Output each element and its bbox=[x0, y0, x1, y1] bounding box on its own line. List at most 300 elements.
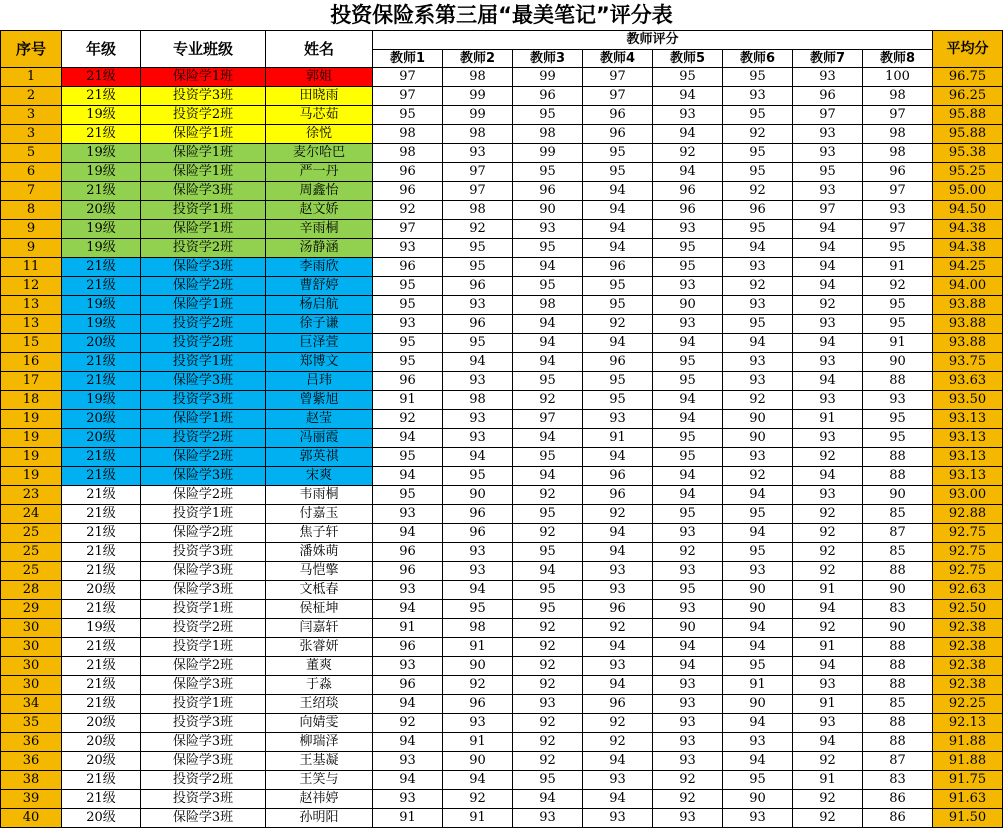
cell-score-teacher-2[interactable]: 98 bbox=[443, 619, 513, 638]
cell-score-teacher-6[interactable]: 95 bbox=[723, 543, 793, 562]
cell-seq[interactable]: 2 bbox=[1, 87, 62, 106]
cell-seq[interactable]: 19 bbox=[1, 410, 62, 429]
cell-score-teacher-1[interactable]: 97 bbox=[373, 220, 443, 239]
cell-grade[interactable]: 21级 bbox=[62, 182, 141, 201]
cell-name[interactable]: 曹舒婷 bbox=[266, 277, 373, 296]
cell-grade[interactable]: 21级 bbox=[62, 676, 141, 695]
cell-class[interactable]: 投资学2班 bbox=[141, 239, 266, 258]
cell-score-teacher-4[interactable]: 95 bbox=[583, 163, 653, 182]
cell-name[interactable]: 于淼 bbox=[266, 676, 373, 695]
cell-score-teacher-3[interactable]: 92 bbox=[513, 752, 583, 771]
cell-avg[interactable]: 92.75 bbox=[933, 543, 1003, 562]
cell-score-teacher-4[interactable]: 96 bbox=[583, 125, 653, 144]
cell-score-teacher-7[interactable]: 94 bbox=[793, 277, 863, 296]
cell-class[interactable]: 保险学1班 bbox=[141, 410, 266, 429]
cell-score-teacher-1[interactable]: 94 bbox=[373, 600, 443, 619]
cell-score-teacher-7[interactable]: 94 bbox=[793, 220, 863, 239]
cell-score-teacher-8[interactable]: 88 bbox=[863, 448, 933, 467]
cell-score-teacher-8[interactable]: 88 bbox=[863, 714, 933, 733]
header-avg[interactable]: 平均分 bbox=[933, 31, 1003, 68]
cell-grade[interactable]: 21级 bbox=[62, 486, 141, 505]
cell-score-teacher-2[interactable]: 94 bbox=[443, 771, 513, 790]
cell-grade[interactable]: 19级 bbox=[62, 106, 141, 125]
cell-score-teacher-2[interactable]: 90 bbox=[443, 657, 513, 676]
cell-avg[interactable]: 92.63 bbox=[933, 581, 1003, 600]
cell-score-teacher-1[interactable]: 92 bbox=[373, 410, 443, 429]
cell-score-teacher-2[interactable]: 96 bbox=[443, 315, 513, 334]
cell-score-teacher-2[interactable]: 97 bbox=[443, 182, 513, 201]
cell-score-teacher-6[interactable]: 93 bbox=[723, 296, 793, 315]
cell-score-teacher-7[interactable]: 94 bbox=[793, 733, 863, 752]
cell-score-teacher-6[interactable]: 92 bbox=[723, 125, 793, 144]
cell-grade[interactable]: 21级 bbox=[62, 657, 141, 676]
cell-score-teacher-3[interactable]: 92 bbox=[513, 657, 583, 676]
cell-score-teacher-7[interactable]: 92 bbox=[793, 809, 863, 828]
cell-score-teacher-3[interactable]: 92 bbox=[513, 391, 583, 410]
cell-score-teacher-8[interactable]: 95 bbox=[863, 429, 933, 448]
cell-score-teacher-2[interactable]: 95 bbox=[443, 467, 513, 486]
cell-score-teacher-4[interactable]: 95 bbox=[583, 144, 653, 163]
cell-score-teacher-1[interactable]: 95 bbox=[373, 296, 443, 315]
cell-score-teacher-3[interactable]: 94 bbox=[513, 467, 583, 486]
cell-score-teacher-6[interactable]: 90 bbox=[723, 581, 793, 600]
cell-score-teacher-6[interactable]: 93 bbox=[723, 87, 793, 106]
cell-score-teacher-2[interactable]: 90 bbox=[443, 752, 513, 771]
cell-score-teacher-8[interactable]: 90 bbox=[863, 353, 933, 372]
cell-score-teacher-2[interactable]: 92 bbox=[443, 220, 513, 239]
cell-score-teacher-5[interactable]: 94 bbox=[653, 657, 723, 676]
cell-score-teacher-1[interactable]: 94 bbox=[373, 467, 443, 486]
cell-name[interactable]: 郭英祺 bbox=[266, 448, 373, 467]
cell-score-teacher-8[interactable]: 98 bbox=[863, 144, 933, 163]
cell-score-teacher-5[interactable]: 93 bbox=[653, 733, 723, 752]
cell-score-teacher-6[interactable]: 94 bbox=[723, 638, 793, 657]
cell-name[interactable]: 马芯茹 bbox=[266, 106, 373, 125]
cell-score-teacher-8[interactable]: 83 bbox=[863, 600, 933, 619]
cell-score-teacher-4[interactable]: 92 bbox=[583, 315, 653, 334]
cell-grade[interactable]: 20级 bbox=[62, 733, 141, 752]
cell-score-teacher-1[interactable]: 91 bbox=[373, 619, 443, 638]
cell-avg[interactable]: 92.25 bbox=[933, 695, 1003, 714]
cell-score-teacher-3[interactable]: 95 bbox=[513, 581, 583, 600]
cell-class[interactable]: 保险学2班 bbox=[141, 277, 266, 296]
cell-score-teacher-5[interactable]: 95 bbox=[653, 68, 723, 87]
cell-score-teacher-2[interactable]: 96 bbox=[443, 277, 513, 296]
cell-score-teacher-1[interactable]: 92 bbox=[373, 714, 443, 733]
cell-name[interactable]: 严一丹 bbox=[266, 163, 373, 182]
cell-score-teacher-8[interactable]: 86 bbox=[863, 809, 933, 828]
cell-grade[interactable]: 21级 bbox=[62, 543, 141, 562]
cell-grade[interactable]: 19级 bbox=[62, 296, 141, 315]
cell-score-teacher-1[interactable]: 96 bbox=[373, 182, 443, 201]
cell-score-teacher-1[interactable]: 94 bbox=[373, 733, 443, 752]
cell-score-teacher-3[interactable]: 95 bbox=[513, 372, 583, 391]
cell-score-teacher-4[interactable]: 96 bbox=[583, 695, 653, 714]
cell-score-teacher-2[interactable]: 98 bbox=[443, 68, 513, 87]
cell-avg[interactable]: 92.38 bbox=[933, 657, 1003, 676]
cell-avg[interactable]: 92.38 bbox=[933, 638, 1003, 657]
cell-score-teacher-1[interactable]: 97 bbox=[373, 68, 443, 87]
cell-score-teacher-8[interactable]: 97 bbox=[863, 182, 933, 201]
cell-score-teacher-6[interactable]: 94 bbox=[723, 239, 793, 258]
cell-score-teacher-7[interactable]: 93 bbox=[793, 144, 863, 163]
cell-score-teacher-8[interactable]: 85 bbox=[863, 543, 933, 562]
cell-class[interactable]: 保险学2班 bbox=[141, 486, 266, 505]
cell-score-teacher-4[interactable]: 93 bbox=[583, 562, 653, 581]
cell-class[interactable]: 投资学1班 bbox=[141, 638, 266, 657]
cell-score-teacher-4[interactable]: 93 bbox=[583, 581, 653, 600]
cell-score-teacher-5[interactable]: 94 bbox=[653, 467, 723, 486]
cell-avg[interactable]: 96.75 bbox=[933, 68, 1003, 87]
cell-score-teacher-5[interactable]: 90 bbox=[653, 619, 723, 638]
cell-class[interactable]: 保险学3班 bbox=[141, 752, 266, 771]
cell-class[interactable]: 保险学3班 bbox=[141, 562, 266, 581]
cell-score-teacher-6[interactable]: 94 bbox=[723, 334, 793, 353]
cell-name[interactable]: 张睿妍 bbox=[266, 638, 373, 657]
cell-score-teacher-4[interactable]: 92 bbox=[583, 733, 653, 752]
cell-score-teacher-4[interactable]: 97 bbox=[583, 87, 653, 106]
cell-grade[interactable]: 21级 bbox=[62, 258, 141, 277]
cell-seq[interactable]: 16 bbox=[1, 353, 62, 372]
cell-score-teacher-3[interactable]: 94 bbox=[513, 790, 583, 809]
cell-seq[interactable]: 9 bbox=[1, 220, 62, 239]
cell-score-teacher-5[interactable]: 95 bbox=[653, 581, 723, 600]
cell-name[interactable]: 周鑫怡 bbox=[266, 182, 373, 201]
cell-avg[interactable]: 91.50 bbox=[933, 809, 1003, 828]
cell-seq[interactable]: 24 bbox=[1, 505, 62, 524]
cell-score-teacher-6[interactable]: 92 bbox=[723, 277, 793, 296]
cell-score-teacher-1[interactable]: 93 bbox=[373, 315, 443, 334]
cell-score-teacher-3[interactable]: 95 bbox=[513, 600, 583, 619]
cell-seq[interactable]: 3 bbox=[1, 106, 62, 125]
cell-seq[interactable]: 15 bbox=[1, 334, 62, 353]
cell-score-teacher-4[interactable]: 94 bbox=[583, 790, 653, 809]
cell-score-teacher-3[interactable]: 96 bbox=[513, 182, 583, 201]
cell-grade[interactable]: 21级 bbox=[62, 524, 141, 543]
cell-score-teacher-4[interactable]: 96 bbox=[583, 467, 653, 486]
cell-score-teacher-7[interactable]: 93 bbox=[793, 182, 863, 201]
cell-score-teacher-4[interactable]: 93 bbox=[583, 657, 653, 676]
cell-score-teacher-7[interactable]: 94 bbox=[793, 600, 863, 619]
cell-class[interactable]: 投资学1班 bbox=[141, 695, 266, 714]
cell-seq[interactable]: 34 bbox=[1, 695, 62, 714]
cell-name[interactable]: 郭姐 bbox=[266, 68, 373, 87]
cell-seq[interactable]: 13 bbox=[1, 315, 62, 334]
cell-score-teacher-2[interactable]: 93 bbox=[443, 296, 513, 315]
cell-score-teacher-3[interactable]: 95 bbox=[513, 277, 583, 296]
cell-grade[interactable]: 21级 bbox=[62, 638, 141, 657]
cell-score-teacher-7[interactable]: 94 bbox=[793, 467, 863, 486]
cell-score-teacher-7[interactable]: 92 bbox=[793, 752, 863, 771]
cell-score-teacher-5[interactable]: 93 bbox=[653, 315, 723, 334]
cell-score-teacher-3[interactable]: 97 bbox=[513, 410, 583, 429]
cell-avg[interactable]: 92.75 bbox=[933, 562, 1003, 581]
cell-avg[interactable]: 93.13 bbox=[933, 467, 1003, 486]
cell-score-teacher-6[interactable]: 90 bbox=[723, 429, 793, 448]
cell-score-teacher-3[interactable]: 93 bbox=[513, 809, 583, 828]
cell-score-teacher-1[interactable]: 95 bbox=[373, 486, 443, 505]
cell-score-teacher-3[interactable]: 94 bbox=[513, 315, 583, 334]
cell-score-teacher-2[interactable]: 95 bbox=[443, 258, 513, 277]
cell-class[interactable]: 投资学1班 bbox=[141, 201, 266, 220]
cell-score-teacher-7[interactable]: 96 bbox=[793, 87, 863, 106]
cell-score-teacher-5[interactable]: 93 bbox=[653, 809, 723, 828]
cell-seq[interactable]: 29 bbox=[1, 600, 62, 619]
cell-grade[interactable]: 21级 bbox=[62, 562, 141, 581]
cell-score-teacher-1[interactable]: 94 bbox=[373, 429, 443, 448]
cell-score-teacher-7[interactable]: 93 bbox=[793, 676, 863, 695]
cell-grade[interactable]: 21级 bbox=[62, 277, 141, 296]
cell-seq[interactable]: 25 bbox=[1, 524, 62, 543]
cell-score-teacher-3[interactable]: 99 bbox=[513, 68, 583, 87]
cell-score-teacher-5[interactable]: 93 bbox=[653, 714, 723, 733]
cell-score-teacher-1[interactable]: 96 bbox=[373, 562, 443, 581]
cell-score-teacher-4[interactable]: 94 bbox=[583, 334, 653, 353]
cell-score-teacher-3[interactable]: 93 bbox=[513, 220, 583, 239]
cell-score-teacher-8[interactable]: 88 bbox=[863, 676, 933, 695]
cell-class[interactable]: 投资学2班 bbox=[141, 771, 266, 790]
cell-score-teacher-2[interactable]: 99 bbox=[443, 106, 513, 125]
cell-seq[interactable]: 18 bbox=[1, 391, 62, 410]
cell-score-teacher-5[interactable]: 93 bbox=[653, 695, 723, 714]
header-teacher-1[interactable]: 教师1 bbox=[373, 49, 443, 68]
cell-score-teacher-1[interactable]: 96 bbox=[373, 543, 443, 562]
cell-score-teacher-3[interactable]: 95 bbox=[513, 448, 583, 467]
cell-score-teacher-7[interactable]: 97 bbox=[793, 201, 863, 220]
cell-grade[interactable]: 20级 bbox=[62, 714, 141, 733]
cell-class[interactable]: 保险学1班 bbox=[141, 125, 266, 144]
cell-score-teacher-4[interactable]: 94 bbox=[583, 220, 653, 239]
cell-seq[interactable]: 19 bbox=[1, 429, 62, 448]
cell-score-teacher-6[interactable]: 96 bbox=[723, 201, 793, 220]
cell-name[interactable]: 吕玮 bbox=[266, 372, 373, 391]
cell-score-teacher-4[interactable]: 96 bbox=[583, 353, 653, 372]
cell-score-teacher-7[interactable]: 93 bbox=[793, 125, 863, 144]
cell-score-teacher-7[interactable]: 94 bbox=[793, 372, 863, 391]
header-grade[interactable]: 年级 bbox=[62, 31, 141, 68]
cell-score-teacher-4[interactable]: 94 bbox=[583, 638, 653, 657]
cell-score-teacher-6[interactable]: 94 bbox=[723, 486, 793, 505]
cell-seq[interactable]: 30 bbox=[1, 619, 62, 638]
cell-seq[interactable]: 36 bbox=[1, 752, 62, 771]
cell-score-teacher-5[interactable]: 94 bbox=[653, 334, 723, 353]
cell-score-teacher-6[interactable]: 94 bbox=[723, 619, 793, 638]
cell-score-teacher-3[interactable]: 94 bbox=[513, 562, 583, 581]
cell-score-teacher-7[interactable]: 93 bbox=[793, 68, 863, 87]
cell-score-teacher-8[interactable]: 100 bbox=[863, 68, 933, 87]
cell-score-teacher-7[interactable]: 92 bbox=[793, 448, 863, 467]
cell-score-teacher-8[interactable]: 96 bbox=[863, 163, 933, 182]
cell-name[interactable]: 冯丽霞 bbox=[266, 429, 373, 448]
cell-score-teacher-2[interactable]: 93 bbox=[443, 372, 513, 391]
cell-score-teacher-5[interactable]: 96 bbox=[653, 201, 723, 220]
cell-score-teacher-5[interactable]: 95 bbox=[653, 372, 723, 391]
cell-score-teacher-2[interactable]: 93 bbox=[443, 562, 513, 581]
cell-score-teacher-4[interactable]: 93 bbox=[583, 771, 653, 790]
cell-score-teacher-1[interactable]: 96 bbox=[373, 258, 443, 277]
cell-score-teacher-7[interactable]: 92 bbox=[793, 543, 863, 562]
cell-score-teacher-5[interactable]: 94 bbox=[653, 87, 723, 106]
cell-grade[interactable]: 19级 bbox=[62, 391, 141, 410]
cell-grade[interactable]: 19级 bbox=[62, 315, 141, 334]
cell-avg[interactable]: 92.38 bbox=[933, 619, 1003, 638]
cell-avg[interactable]: 96.25 bbox=[933, 87, 1003, 106]
cell-score-teacher-3[interactable]: 95 bbox=[513, 771, 583, 790]
cell-avg[interactable]: 94.38 bbox=[933, 220, 1003, 239]
cell-score-teacher-3[interactable]: 94 bbox=[513, 258, 583, 277]
cell-class[interactable]: 保险学1班 bbox=[141, 144, 266, 163]
cell-score-teacher-2[interactable]: 97 bbox=[443, 163, 513, 182]
cell-score-teacher-3[interactable]: 99 bbox=[513, 144, 583, 163]
cell-score-teacher-1[interactable]: 95 bbox=[373, 277, 443, 296]
cell-seq[interactable]: 38 bbox=[1, 771, 62, 790]
cell-score-teacher-2[interactable]: 94 bbox=[443, 448, 513, 467]
cell-score-teacher-8[interactable]: 85 bbox=[863, 505, 933, 524]
cell-score-teacher-4[interactable]: 94 bbox=[583, 676, 653, 695]
cell-score-teacher-3[interactable]: 93 bbox=[513, 695, 583, 714]
cell-name[interactable]: 徐子谦 bbox=[266, 315, 373, 334]
cell-name[interactable]: 韦雨桐 bbox=[266, 486, 373, 505]
cell-score-teacher-2[interactable]: 94 bbox=[443, 581, 513, 600]
cell-score-teacher-5[interactable]: 93 bbox=[653, 220, 723, 239]
cell-score-teacher-1[interactable]: 96 bbox=[373, 163, 443, 182]
cell-score-teacher-5[interactable]: 93 bbox=[653, 676, 723, 695]
cell-name[interactable]: 柳瑞泽 bbox=[266, 733, 373, 752]
cell-score-teacher-1[interactable]: 93 bbox=[373, 790, 443, 809]
cell-score-teacher-2[interactable]: 98 bbox=[443, 201, 513, 220]
cell-score-teacher-6[interactable]: 94 bbox=[723, 752, 793, 771]
cell-class[interactable]: 保险学1班 bbox=[141, 163, 266, 182]
cell-class[interactable]: 保险学3班 bbox=[141, 258, 266, 277]
cell-grade[interactable]: 19级 bbox=[62, 619, 141, 638]
cell-avg[interactable]: 95.88 bbox=[933, 106, 1003, 125]
cell-score-teacher-6[interactable]: 95 bbox=[723, 505, 793, 524]
cell-score-teacher-7[interactable]: 91 bbox=[793, 695, 863, 714]
cell-score-teacher-6[interactable]: 95 bbox=[723, 315, 793, 334]
cell-score-teacher-3[interactable]: 95 bbox=[513, 543, 583, 562]
cell-score-teacher-6[interactable]: 92 bbox=[723, 182, 793, 201]
cell-name[interactable]: 徐悦 bbox=[266, 125, 373, 144]
cell-score-teacher-5[interactable]: 95 bbox=[653, 429, 723, 448]
cell-score-teacher-1[interactable]: 92 bbox=[373, 201, 443, 220]
cell-score-teacher-7[interactable]: 91 bbox=[793, 638, 863, 657]
cell-name[interactable]: 麦尔哈巴 bbox=[266, 144, 373, 163]
cell-score-teacher-2[interactable]: 96 bbox=[443, 524, 513, 543]
cell-score-teacher-5[interactable]: 94 bbox=[653, 410, 723, 429]
cell-score-teacher-7[interactable]: 94 bbox=[793, 334, 863, 353]
cell-score-teacher-3[interactable]: 98 bbox=[513, 296, 583, 315]
cell-name[interactable]: 曾紫旭 bbox=[266, 391, 373, 410]
cell-score-teacher-2[interactable]: 98 bbox=[443, 125, 513, 144]
cell-avg[interactable]: 93.13 bbox=[933, 448, 1003, 467]
cell-score-teacher-4[interactable]: 95 bbox=[583, 296, 653, 315]
cell-score-teacher-1[interactable]: 98 bbox=[373, 125, 443, 144]
cell-score-teacher-8[interactable]: 83 bbox=[863, 771, 933, 790]
cell-score-teacher-4[interactable]: 94 bbox=[583, 239, 653, 258]
cell-avg[interactable]: 95.25 bbox=[933, 163, 1003, 182]
cell-seq[interactable]: 19 bbox=[1, 467, 62, 486]
cell-avg[interactable]: 95.88 bbox=[933, 125, 1003, 144]
cell-score-teacher-5[interactable]: 95 bbox=[653, 239, 723, 258]
cell-class[interactable]: 保险学1班 bbox=[141, 220, 266, 239]
cell-grade[interactable]: 21级 bbox=[62, 353, 141, 372]
cell-score-teacher-2[interactable]: 93 bbox=[443, 714, 513, 733]
cell-seq[interactable]: 17 bbox=[1, 372, 62, 391]
cell-avg[interactable]: 94.25 bbox=[933, 258, 1003, 277]
cell-score-teacher-3[interactable]: 95 bbox=[513, 505, 583, 524]
cell-score-teacher-6[interactable]: 90 bbox=[723, 695, 793, 714]
cell-avg[interactable]: 94.50 bbox=[933, 201, 1003, 220]
cell-score-teacher-2[interactable]: 91 bbox=[443, 809, 513, 828]
cell-score-teacher-6[interactable]: 95 bbox=[723, 106, 793, 125]
cell-score-teacher-3[interactable]: 92 bbox=[513, 638, 583, 657]
cell-score-teacher-8[interactable]: 90 bbox=[863, 619, 933, 638]
cell-score-teacher-7[interactable]: 93 bbox=[793, 714, 863, 733]
cell-seq[interactable]: 11 bbox=[1, 258, 62, 277]
cell-avg[interactable]: 95.00 bbox=[933, 182, 1003, 201]
cell-score-teacher-2[interactable]: 92 bbox=[443, 676, 513, 695]
cell-class[interactable]: 投资学2班 bbox=[141, 315, 266, 334]
cell-class[interactable]: 投资学1班 bbox=[141, 353, 266, 372]
cell-score-teacher-8[interactable]: 87 bbox=[863, 752, 933, 771]
cell-score-teacher-4[interactable]: 94 bbox=[583, 201, 653, 220]
cell-name[interactable]: 焦子轩 bbox=[266, 524, 373, 543]
cell-score-teacher-1[interactable]: 95 bbox=[373, 334, 443, 353]
cell-score-teacher-1[interactable]: 93 bbox=[373, 239, 443, 258]
cell-score-teacher-2[interactable]: 96 bbox=[443, 695, 513, 714]
cell-class[interactable]: 保险学1班 bbox=[141, 68, 266, 87]
cell-score-teacher-2[interactable]: 93 bbox=[443, 543, 513, 562]
cell-class[interactable]: 投资学2班 bbox=[141, 334, 266, 353]
cell-name[interactable]: 宋爽 bbox=[266, 467, 373, 486]
cell-score-teacher-3[interactable]: 94 bbox=[513, 429, 583, 448]
cell-score-teacher-6[interactable]: 93 bbox=[723, 562, 793, 581]
cell-avg[interactable]: 92.75 bbox=[933, 524, 1003, 543]
cell-score-teacher-5[interactable]: 93 bbox=[653, 524, 723, 543]
cell-score-teacher-4[interactable]: 94 bbox=[583, 182, 653, 201]
cell-class[interactable]: 保险学2班 bbox=[141, 448, 266, 467]
cell-score-teacher-6[interactable]: 95 bbox=[723, 657, 793, 676]
cell-class[interactable]: 保险学3班 bbox=[141, 372, 266, 391]
cell-score-teacher-2[interactable]: 93 bbox=[443, 144, 513, 163]
cell-score-teacher-7[interactable]: 94 bbox=[793, 657, 863, 676]
cell-avg[interactable]: 91.63 bbox=[933, 790, 1003, 809]
cell-score-teacher-4[interactable]: 96 bbox=[583, 600, 653, 619]
cell-score-teacher-8[interactable]: 88 bbox=[863, 562, 933, 581]
header-teacher-2[interactable]: 教师2 bbox=[443, 49, 513, 68]
cell-score-teacher-3[interactable]: 92 bbox=[513, 524, 583, 543]
cell-score-teacher-6[interactable]: 92 bbox=[723, 467, 793, 486]
cell-class[interactable]: 投资学3班 bbox=[141, 543, 266, 562]
cell-score-teacher-4[interactable]: 94 bbox=[583, 524, 653, 543]
cell-score-teacher-5[interactable]: 94 bbox=[653, 125, 723, 144]
cell-score-teacher-3[interactable]: 94 bbox=[513, 334, 583, 353]
cell-score-teacher-5[interactable]: 95 bbox=[653, 353, 723, 372]
cell-name[interactable]: 董爽 bbox=[266, 657, 373, 676]
header-teacher-4[interactable]: 教师4 bbox=[583, 49, 653, 68]
header-teacher-7[interactable]: 教师7 bbox=[793, 49, 863, 68]
cell-class[interactable]: 投资学1班 bbox=[141, 505, 266, 524]
cell-score-teacher-6[interactable]: 93 bbox=[723, 353, 793, 372]
cell-score-teacher-5[interactable]: 92 bbox=[653, 790, 723, 809]
cell-class[interactable]: 投资学2班 bbox=[141, 429, 266, 448]
cell-score-teacher-1[interactable]: 93 bbox=[373, 657, 443, 676]
cell-name[interactable]: 田晓雨 bbox=[266, 87, 373, 106]
cell-avg[interactable]: 92.88 bbox=[933, 505, 1003, 524]
cell-score-teacher-8[interactable]: 95 bbox=[863, 315, 933, 334]
cell-score-teacher-7[interactable]: 91 bbox=[793, 581, 863, 600]
cell-score-teacher-6[interactable]: 95 bbox=[723, 163, 793, 182]
